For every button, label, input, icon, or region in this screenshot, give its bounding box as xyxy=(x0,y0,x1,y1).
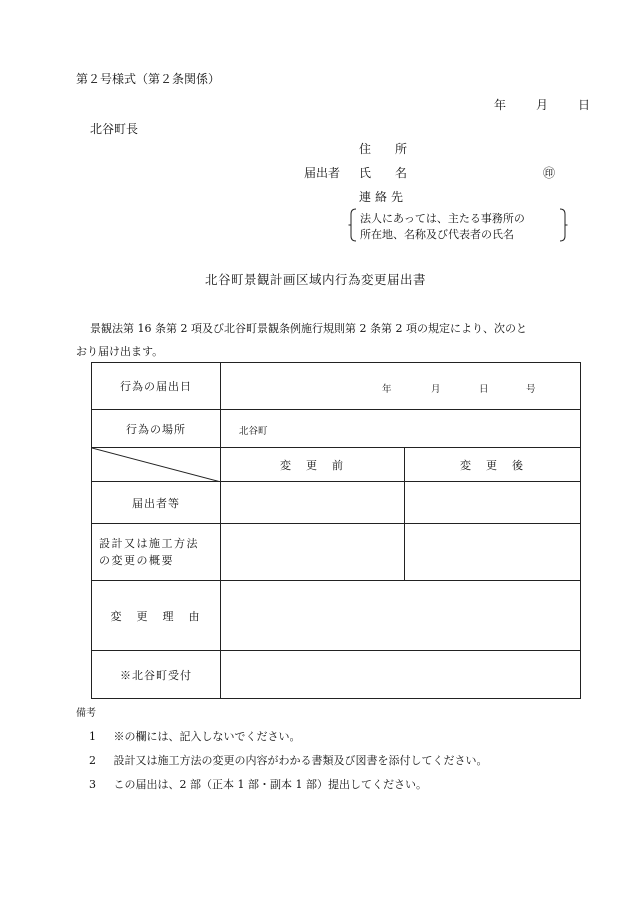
diagonal-corner-cell xyxy=(92,448,221,482)
column-header-before: 変 更 前 xyxy=(221,448,405,482)
note-text: ※の欄には、記入しないでください。 xyxy=(113,730,301,743)
body-line-1: 景観法第 16 条第 2 項及び北谷町景観条例施行規則第 2 条第 2 項の規定により、次のと xyxy=(90,322,527,335)
applicant-group-label: 届出者 xyxy=(304,166,341,180)
note-item xyxy=(89,752,488,768)
right-brace-icon xyxy=(558,208,568,242)
note-item xyxy=(89,728,301,744)
diagonal-line xyxy=(92,448,221,482)
row-notification-date xyxy=(92,363,581,410)
location-value: 北谷町 xyxy=(239,426,268,437)
row-reason xyxy=(92,581,581,651)
row-column-headers xyxy=(92,448,581,482)
nd-year: 年 xyxy=(382,384,392,395)
document-title: 北谷町景観計画区域内行為変更届出書 xyxy=(205,272,427,287)
notification-date-label: 行為の届出日 xyxy=(92,363,221,410)
note-number: 3 xyxy=(89,778,96,791)
note-item xyxy=(89,776,427,792)
row-design-change xyxy=(92,524,581,581)
design-change-after-field[interactable] xyxy=(405,524,581,581)
corporate-note-bracket xyxy=(348,208,568,242)
design-change-label-line1: 設計又は施工方法 xyxy=(99,537,199,550)
nd-number: 号 xyxy=(526,384,536,395)
note-text: この届出は、2 部（正本 1 部・副本 1 部）提出してください。 xyxy=(113,778,427,791)
nd-month: 月 xyxy=(431,384,441,395)
applicant-label: 届出者等 xyxy=(92,482,221,524)
receipt-field xyxy=(221,651,581,699)
reason-label: 変 更 理 由 xyxy=(92,581,221,651)
note-number: 1 xyxy=(89,730,96,743)
note-number: 2 xyxy=(89,754,96,767)
receipt-label: ※北谷町受付 xyxy=(92,651,221,699)
corporate-note-line2: 所在地、名称及び代表者の氏名 xyxy=(360,228,514,241)
form-number: 第２号様式（第２条関係） xyxy=(76,72,221,86)
name-label: 氏 名 xyxy=(359,166,408,180)
location-label: 行為の場所 xyxy=(92,410,221,448)
addressee: 北谷町長 xyxy=(90,122,139,136)
date-day-label: 日 xyxy=(578,98,591,112)
row-receipt xyxy=(92,651,581,699)
notification-date-field[interactable] xyxy=(221,363,581,410)
notes-heading: 備考 xyxy=(76,708,96,719)
applicant-before-field[interactable] xyxy=(221,482,405,524)
reason-field[interactable] xyxy=(221,581,581,651)
corporate-note-line1: 法人にあっては、主たる事務所の xyxy=(360,212,525,225)
date-year-label: 年 xyxy=(494,98,507,112)
address-label: 住 所 xyxy=(359,142,408,156)
note-text: 設計又は施工方法の変更の内容がわかる書類及び図書を添付してください。 xyxy=(113,754,488,767)
design-change-label xyxy=(92,524,221,581)
nd-day: 日 xyxy=(479,384,489,395)
change-notification-table xyxy=(91,362,581,699)
applicant-after-field[interactable] xyxy=(405,482,581,524)
column-header-after: 変 更 後 xyxy=(405,448,581,482)
contact-label: 連絡先 xyxy=(359,190,408,204)
date-month-label: 月 xyxy=(536,98,549,112)
left-brace-icon xyxy=(348,208,358,242)
row-applicant xyxy=(92,482,581,524)
location-field[interactable] xyxy=(221,410,581,448)
body-line-2: おり届け出ます。 xyxy=(76,345,164,358)
design-change-label-line2: の変更の概要 xyxy=(99,554,174,567)
design-change-before-field[interactable] xyxy=(221,524,405,581)
seal-mark: ㊞ xyxy=(543,166,556,180)
row-location xyxy=(92,410,581,448)
